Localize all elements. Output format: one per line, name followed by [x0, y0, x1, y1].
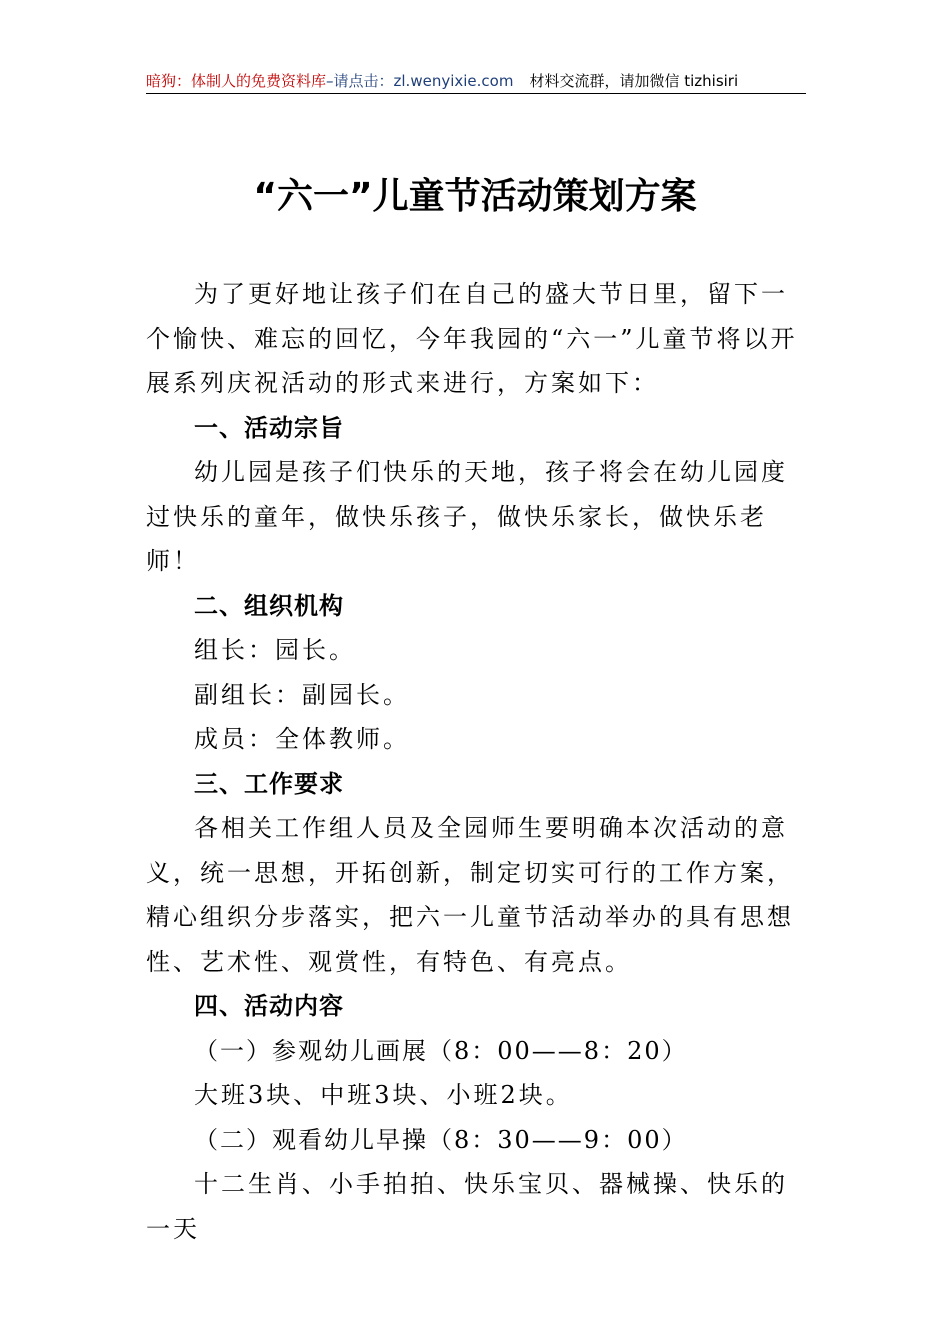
- org-deputy-line: 副组长：副园长。: [194, 680, 410, 709]
- activity-item-2-title: （二）观看幼儿早操（8：30——9：00）: [194, 1125, 688, 1154]
- activity-item-2-detail: 十二生肖、小手拍拍、快乐宝贝、器械操、快乐的一天: [146, 1170, 788, 1243]
- org-members-line: 成员：全体教师。: [194, 725, 410, 753]
- activity-item-1-title: （一）参观幼儿画展（8：00——8：20）: [194, 1036, 688, 1065]
- section-heading-purpose: 一、活动宗旨: [194, 413, 344, 442]
- header-brand: 暗狗：体制人的免费资料库: [146, 72, 327, 90]
- section-heading-activities: 四、活动内容: [194, 992, 344, 1020]
- header-divider: [146, 93, 806, 94]
- org-leader-line: 组长：园长。: [194, 636, 356, 664]
- purpose-paragraph: 幼儿园是孩子们快乐的天地，孩子将会在幼儿园度过快乐的童年，做快乐孩子，做快乐家长，做快乐老师！: [146, 458, 788, 575]
- document-body: [146, 272, 808, 1251]
- header-group-info: 材料交流群，请加微信 tizhisiri: [529, 72, 739, 90]
- header-link[interactable]: –请点击：zl.wenyixie.com: [326, 72, 514, 90]
- activity-item-1-detail: 大班3块、中班3块、小班2块。: [194, 1081, 573, 1109]
- requirements-paragraph: 各相关工作组人员及全园师生要明确本次活动的意义，统一思想，开拓创新，制定切实可行的工作方案，精心组织分步落实，把六一儿童节活动举办的具有思想性、艺术性、观赏性，有特色、有亮点。: [146, 814, 794, 976]
- document-title: “六一”儿童节活动策划方案: [253, 176, 697, 217]
- intro-paragraph: 为了更好地让孩子们在自己的盛大节日里，留下一个愉快、难忘的回忆，今年我园的“六一”儿童节将以开展系列庆祝活动的形式来进行，方案如下：: [146, 280, 798, 397]
- section-heading-organization: 二、组织机构: [194, 591, 344, 620]
- section-heading-requirements: 三、工作要求: [194, 769, 344, 798]
- header-banner: [146, 70, 806, 92]
